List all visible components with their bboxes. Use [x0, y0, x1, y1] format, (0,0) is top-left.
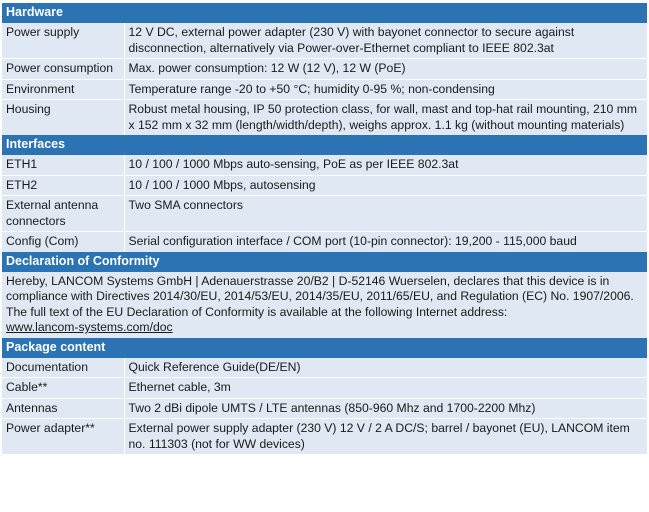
- row-value: 12 V DC, external power adapter (230 V) with bayonet connector to secure against disconnection, alternatively via Power-over-Ethernet compliant to IEEE 802.3at: [124, 23, 647, 59]
- table-row: [2, 196, 647, 232]
- row-label: Housing: [2, 100, 124, 136]
- row-label: Config (Com): [2, 232, 124, 252]
- table-row: [2, 358, 647, 378]
- declaration-row: [2, 272, 647, 338]
- section-header-declaration: [2, 252, 647, 272]
- row-value: 10 / 100 / 1000 Mbps auto-sensing, PoE as per IEEE 802.3at: [124, 155, 647, 175]
- section-title: Interfaces: [2, 135, 647, 155]
- table-row: [2, 155, 647, 175]
- table-row: [2, 232, 647, 252]
- declaration-text: Hereby, LANCOM Systems GmbH | Adenauerstrasse 20/B2 | D-52146 Wuerselen, declares that this device is in compliance with Directives 2014/30/EU, 2014/53/EU, 2014/35/EU, 2011/65/EU, and Regulation (EC) No. 1907/2006. The full text of the EU Declaration of Conformity is available at the following Internet address:: [6, 273, 634, 319]
- table-row: [2, 378, 647, 399]
- section-title: Package content: [2, 338, 647, 358]
- row-label: External antenna connectors: [2, 196, 124, 232]
- row-label: ETH1: [2, 155, 124, 175]
- table-row: [2, 79, 647, 100]
- spec-table: [2, 3, 647, 454]
- row-value: Two 2 dBi dipole UMTS / LTE antennas (850-960 Mhz and 1700-2200 Mhz): [124, 398, 647, 419]
- section-header-hardware: [2, 3, 647, 23]
- table-row: [2, 23, 647, 59]
- table-row: [2, 100, 647, 136]
- spec-sheet: [2, 3, 647, 454]
- table-row: [2, 419, 647, 455]
- row-value: Ethernet cable, 3m: [124, 378, 647, 399]
- table-row: [2, 398, 647, 419]
- row-label: Power consumption: [2, 59, 124, 80]
- row-value: Serial configuration interface / COM port (10-pin connector): 19,200 - 115,000 baud: [124, 232, 647, 252]
- row-value: Temperature range -20 to +50 °C; humidity 0-95 %; non-condensing: [124, 79, 647, 100]
- declaration-cell: [2, 272, 647, 338]
- row-value: Max. power consumption: 12 W (12 V), 12 W (PoE): [124, 59, 647, 80]
- row-label: Power adapter**: [2, 419, 124, 455]
- row-label: Documentation: [2, 358, 124, 378]
- row-label: Antennas: [2, 398, 124, 419]
- table-row: [2, 175, 647, 196]
- row-value: External power supply adapter (230 V) 12 V / 2 A DC/S; barrel / bayonet (EU), LANCOM item no. 111303 (not for WW devices): [124, 419, 647, 455]
- row-label: ETH2: [2, 175, 124, 196]
- row-label: Cable**: [2, 378, 124, 399]
- table-row: [2, 59, 647, 80]
- declaration-link[interactable]: www.lancom-systems.com/doc: [6, 320, 173, 334]
- row-value: 10 / 100 / 1000 Mbps, autosensing: [124, 175, 647, 196]
- row-value: Quick Reference Guide(DE/EN): [124, 358, 647, 378]
- row-value: Two SMA connectors: [124, 196, 647, 232]
- section-title: Hardware: [2, 3, 647, 23]
- row-value: Robust metal housing, IP 50 protection class, for wall, mast and top-hat rail mounting, 210 mm x 152 mm x 32 mm (length/width/depth), weighs approx. 1.1 kg (without mounting materials): [124, 100, 647, 136]
- row-label: Power supply: [2, 23, 124, 59]
- row-label: Environment: [2, 79, 124, 100]
- section-title: Declaration of Conformity: [2, 252, 647, 272]
- section-header-package-content: [2, 338, 647, 358]
- section-header-interfaces: [2, 135, 647, 155]
